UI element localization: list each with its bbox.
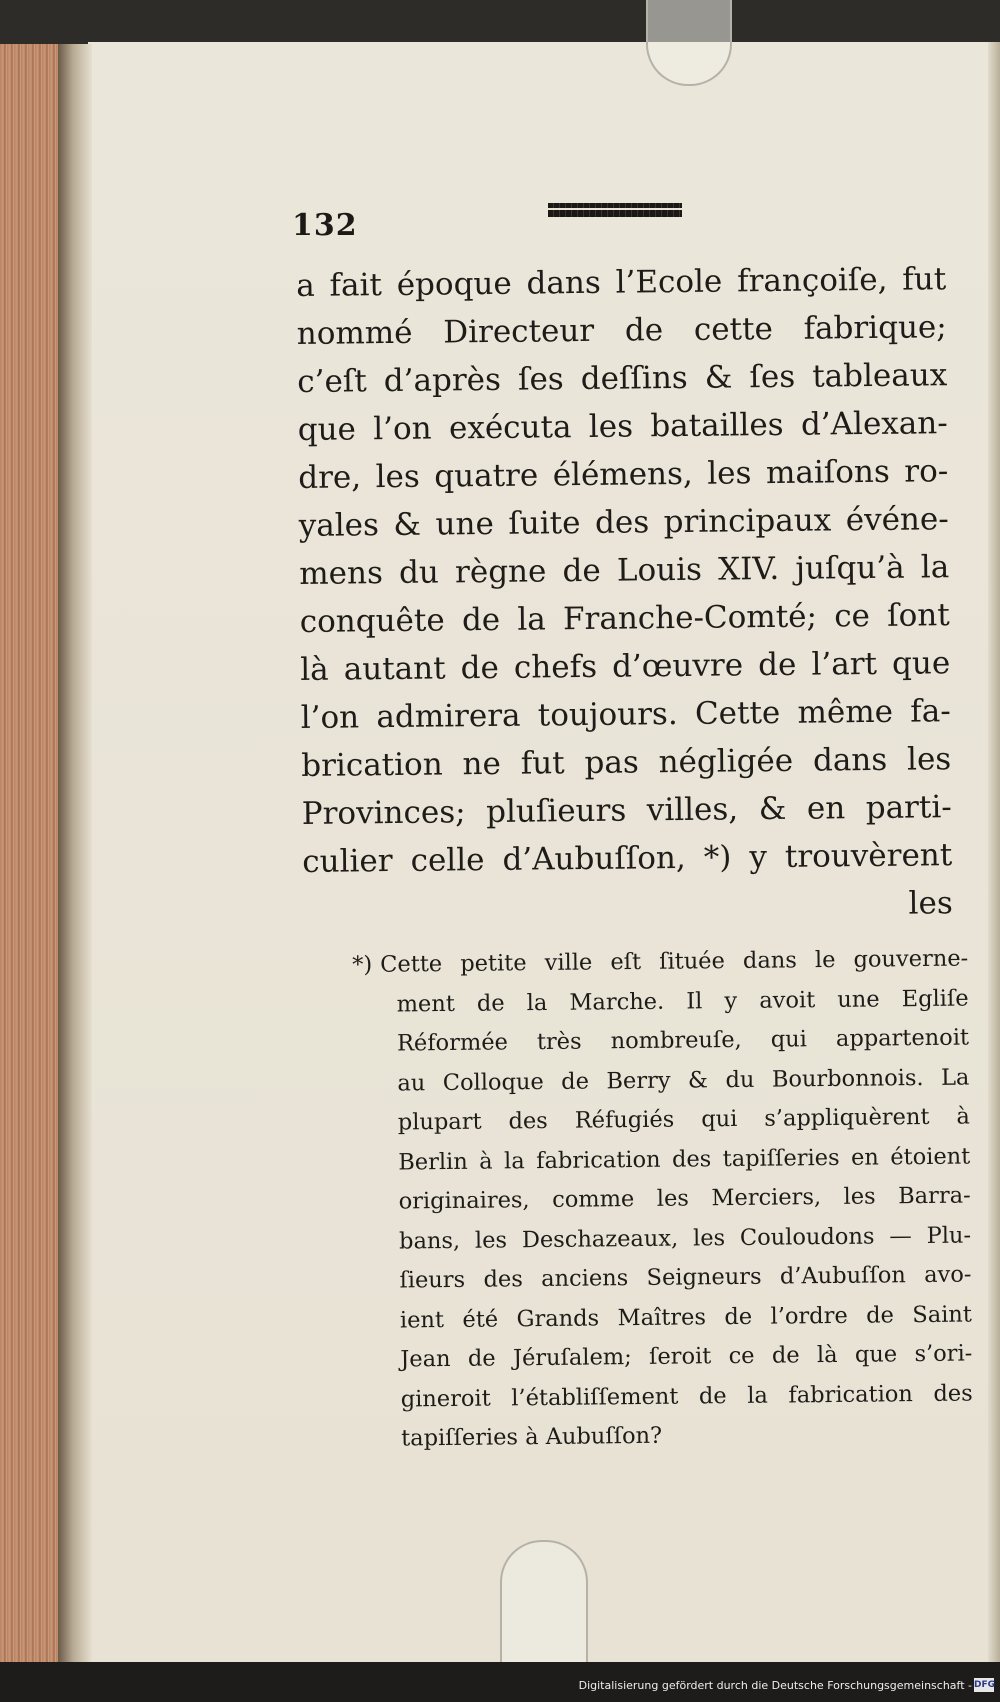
- text-line: brication ne fut pas négligée dans les: [301, 741, 952, 784]
- main-text-block: [296, 255, 953, 934]
- footnote-line: plupart des Réfugiés qui s’appliquèrent à: [397, 1103, 970, 1136]
- dfg-logo: DFG: [974, 1680, 996, 1690]
- text-line: que l’on exécuta les batailles d’Alexan-: [297, 405, 948, 448]
- text-line: c’eſt d’après ſes deſſins & ſes tableaux: [297, 357, 948, 400]
- header-ornament-rule: [548, 203, 682, 217]
- book-page-edges: [0, 44, 62, 1662]
- gutter-shadow: [58, 44, 92, 1662]
- text-line: Provinces; pluſieurs villes, & en parti-: [301, 789, 952, 832]
- footnote-line: originaires, comme les Merciers, les Barra-: [398, 1182, 971, 1215]
- footnote-line-text: Cette petite ville eſt ſituée dans le gouverne-: [380, 945, 969, 978]
- footnote-line: au Colloque de Berry & du Bourbonnois. La: [397, 1064, 970, 1097]
- catchword: les: [908, 885, 953, 922]
- footnote-line: Berlin à la fabrication des tapiſſeries en étoient: [398, 1143, 971, 1176]
- text-line: conquête de la Franche-Comté; ce ſont: [299, 597, 950, 640]
- text-line: nommé Directeur de cette fabrique;: [296, 309, 947, 352]
- page-clip-bottom: [500, 1540, 588, 1668]
- footnote-block: [352, 940, 973, 1460]
- page-right-edge: [988, 42, 1000, 1662]
- footnote-line: bans, les Deschazeaux, les Couloudons — Plu-: [398, 1222, 972, 1255]
- footnote-marker: *): [352, 951, 373, 978]
- text-line: yales & une ſuite des principaux événe-: [298, 501, 949, 544]
- scanner-top-band: [0, 0, 1000, 46]
- footnote-line: ſieurs des anciens Seigneurs d’Aubuſſon avo-: [399, 1261, 972, 1294]
- text-line: culier celle d’Aubuſſon, *) y trouvèrent: [302, 837, 953, 880]
- page-number: 132: [292, 208, 358, 243]
- footnote-line: tapiſſeries à Aubuſſon?: [401, 1422, 663, 1452]
- footnote-line: [352, 940, 968, 986]
- text-line: l’on admirera toujours. Cette même fa-: [300, 693, 951, 736]
- footnote-line: Jean de Jéruſalem; ſeroit ce de là que s’ori-: [400, 1340, 973, 1373]
- footnote-line: ient été Grands Maîtres de l’ordre de Saint: [399, 1301, 973, 1334]
- text-line: dre, les quatre élémens, les maiſons ro-: [298, 453, 949, 496]
- text-line: mens du règne de Louis XIV. juſqu’à la: [299, 549, 950, 592]
- digitization-credit: Digitalisierung gefördert durch die Deutsche Forschungsgemeinschaft -: [578, 1679, 972, 1692]
- text-line: a fait époque dans l’Ecole françoiſe, fut: [296, 261, 947, 304]
- footnote-line: Réformée très nombreuſe, qui appartenoit: [396, 1024, 970, 1057]
- footnote-line: gineroit l’établiſſement de la fabrication des: [400, 1380, 973, 1413]
- page-clip-top: [646, 0, 732, 86]
- footnote-line: ment de la Marche. Il y avoit une Egliſe: [396, 985, 969, 1018]
- text-line: là autant de chefs d’œuvre de l’art que: [300, 645, 951, 688]
